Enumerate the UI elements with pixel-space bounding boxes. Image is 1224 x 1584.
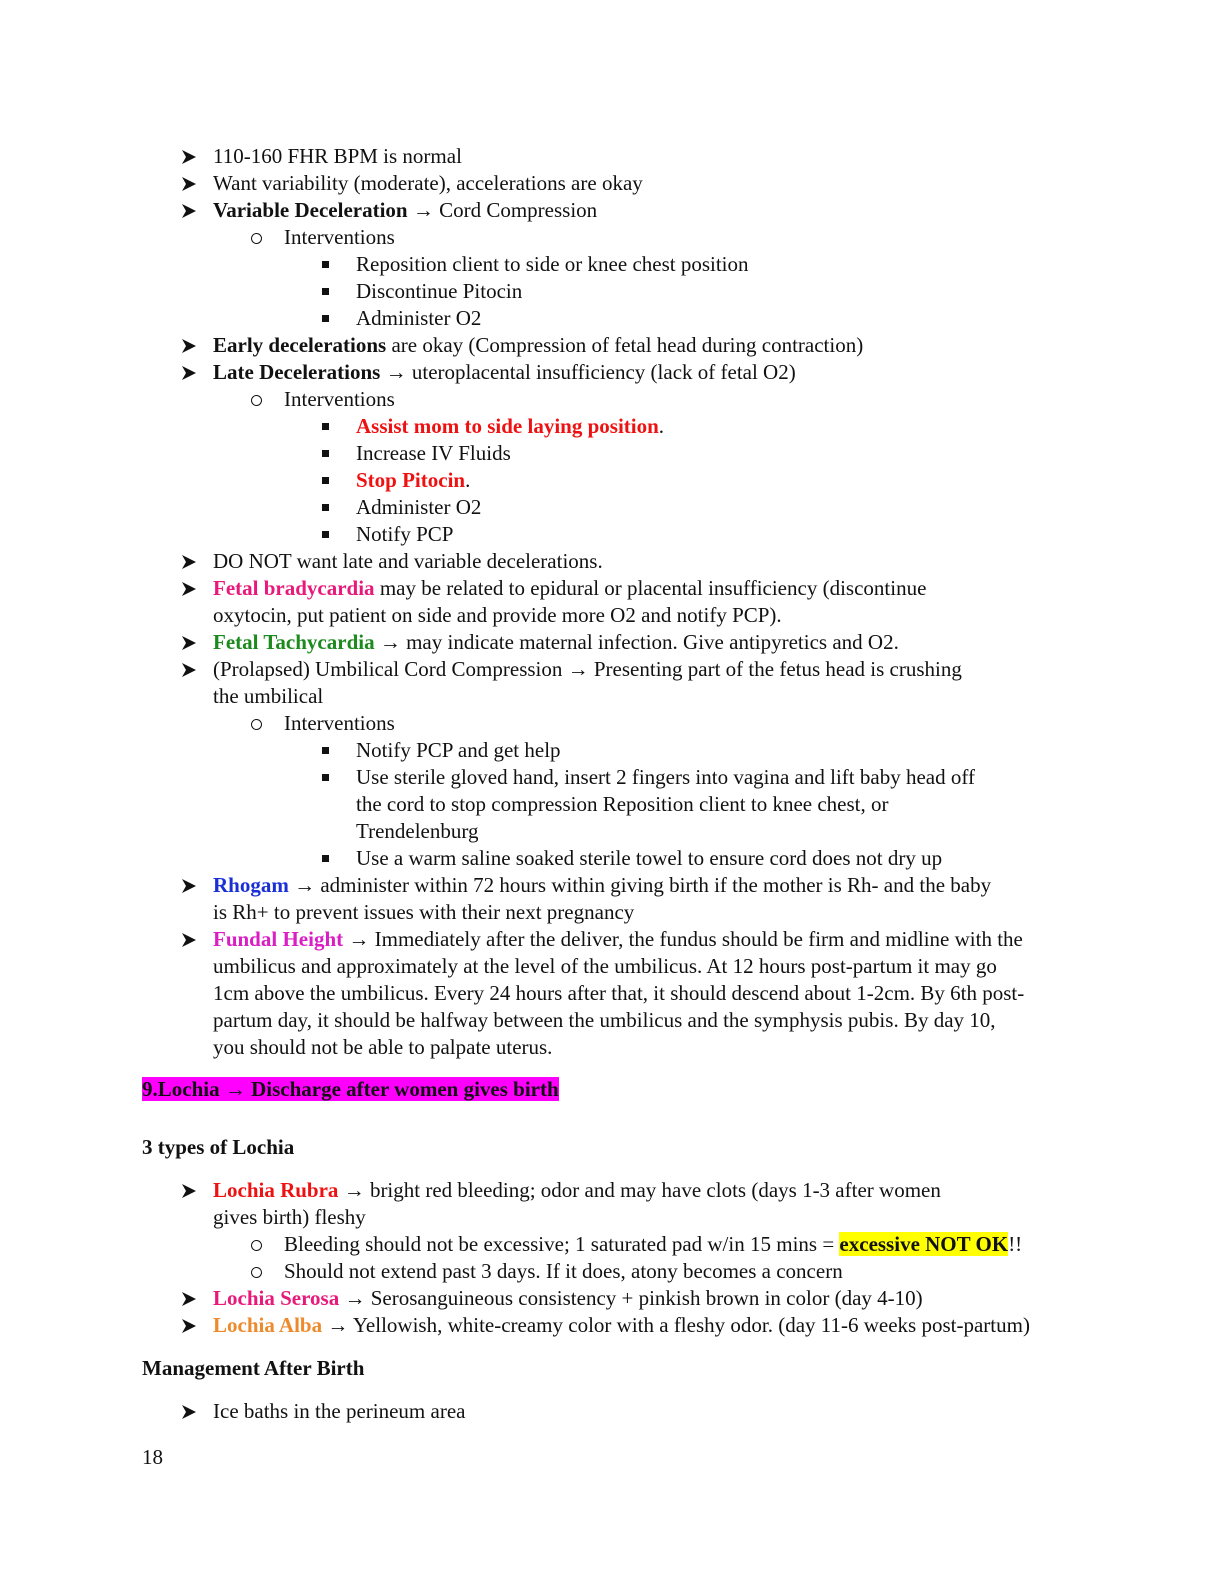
list-item-line xyxy=(213,170,643,197)
list-item-line xyxy=(356,278,522,305)
arrow-glyph: → xyxy=(412,198,434,222)
text-run: Administer O2 xyxy=(356,306,482,330)
text-run: 110-160 FHR BPM is normal xyxy=(213,144,462,168)
square-bullet-icon xyxy=(322,774,329,781)
text-run: !! xyxy=(1008,1232,1023,1256)
arrowhead-bullet-icon xyxy=(180,1403,198,1421)
list-item-line xyxy=(213,683,323,710)
list-item-line xyxy=(213,899,634,926)
text-run: Interventions xyxy=(284,225,395,249)
square-bullet-icon xyxy=(322,504,329,511)
square-bullet-icon xyxy=(322,450,329,457)
text-run: bright red bleeding; odor and may have clots (days 1-3 after women xyxy=(364,1178,941,1202)
list-item-line xyxy=(213,332,863,359)
square-bullet-icon xyxy=(322,261,329,268)
square-bullet-icon xyxy=(322,423,329,430)
list-item-line xyxy=(356,305,481,332)
list-item-line xyxy=(356,413,664,440)
text-run: Interventions xyxy=(284,711,395,735)
arrowhead-bullet-icon xyxy=(180,634,198,652)
text-run: 3 types of Lochia xyxy=(142,1135,295,1159)
circle-bullet-icon xyxy=(251,719,262,730)
text-run: Notify PCP and get help xyxy=(356,738,561,762)
arrow-glyph: → xyxy=(344,1286,366,1310)
circle-bullet-icon xyxy=(251,395,262,406)
list-item-line xyxy=(356,737,561,764)
text-run: . xyxy=(658,414,665,438)
text-run: Serosanguineous consistency + pinkish brown in color (day 4-10) xyxy=(365,1286,923,1310)
arrowhead-bullet-icon xyxy=(180,877,198,895)
text-run: Ice baths in the perineum area xyxy=(213,1399,466,1423)
arrow-glyph: → xyxy=(224,1077,246,1101)
text-run: Notify PCP xyxy=(356,522,454,546)
arrow-glyph: → xyxy=(294,873,316,897)
list-item-line xyxy=(213,143,462,170)
text-run: Cord Compression xyxy=(433,198,598,222)
text-run: administer within 72 hours within giving birth if the mother is Rh- and the baby xyxy=(315,873,992,897)
list-item-line xyxy=(356,845,942,872)
arrow-glyph: → xyxy=(327,1313,349,1337)
text-run: Presenting part of the fetus head is crushing xyxy=(588,657,962,681)
text-run: the umbilical xyxy=(213,684,324,708)
list-item-line xyxy=(213,980,1024,1007)
square-bullet-icon xyxy=(322,747,329,754)
list-item-line xyxy=(284,1231,1022,1258)
arrowhead-bullet-icon xyxy=(180,1290,198,1308)
square-bullet-icon xyxy=(322,315,329,322)
list-item-line xyxy=(356,818,479,845)
text-run: uteroplacental insufficiency (lack of fetal O2) xyxy=(406,360,796,384)
text-run: Reposition client to side or knee chest position xyxy=(356,252,749,276)
arrowhead-bullet-icon xyxy=(180,1317,198,1335)
section-heading xyxy=(142,1076,559,1103)
arrowhead-bullet-icon xyxy=(180,931,198,949)
square-bullet-icon xyxy=(322,855,329,862)
square-bullet-icon xyxy=(322,531,329,538)
list-item-line xyxy=(213,575,926,602)
text-run: Use sterile gloved hand, insert 2 fingers into vagina and lift baby head off xyxy=(356,765,975,789)
text-run: 1cm above the umbilicus. Every 24 hours after that, it should descend about 1-2cm. By 6th post- xyxy=(213,981,1025,1005)
text-run: excessive NOT OK xyxy=(839,1232,1009,1256)
text-run: is Rh+ to prevent issues with their next pregnancy xyxy=(213,900,635,924)
list-item-line xyxy=(356,521,453,548)
list-item-line xyxy=(213,197,597,224)
text-run: oxytocin, put patient on side and provide more O2 and notify PCP). xyxy=(213,603,782,627)
text-run: Want variability (moderate), accelerations are okay xyxy=(213,171,643,195)
square-bullet-icon xyxy=(322,288,329,295)
list-item-line xyxy=(284,386,395,413)
list-item-line xyxy=(213,602,782,629)
list-item-line xyxy=(356,494,481,521)
text-run: Early decelerations xyxy=(213,333,387,357)
arrow-glyph: → xyxy=(348,927,370,951)
arrowhead-bullet-icon xyxy=(180,175,198,193)
text-run: Should not extend past 3 days. If it does, atony becomes a concern xyxy=(284,1259,843,1283)
arrow-glyph: → xyxy=(385,360,407,384)
arrowhead-bullet-icon xyxy=(180,337,198,355)
list-item-line xyxy=(213,926,1023,953)
text-run: Use a warm saline soaked sterile towel to ensure cord does not dry up xyxy=(356,846,943,870)
text-run: Lochia Rubra xyxy=(213,1178,339,1202)
list-item-line xyxy=(213,1398,465,1425)
text-run: Discontinue Pitocin xyxy=(356,279,523,303)
list-item-line xyxy=(213,629,899,656)
text-run: Yellowish, white-creamy color with a fleshy odor. (day 11-6 weeks post-partum) xyxy=(348,1313,1030,1337)
text-run: Rhogam xyxy=(213,873,289,897)
list-item-line xyxy=(213,953,997,980)
list-item-line xyxy=(213,872,991,899)
arrowhead-bullet-icon xyxy=(180,661,198,679)
arrow-glyph: → xyxy=(379,630,401,654)
text-run: . xyxy=(465,468,471,492)
text-run: DO NOT want late and variable decelerations. xyxy=(213,549,603,573)
list-item-line xyxy=(213,1034,552,1061)
list-item-line xyxy=(284,1258,843,1285)
text-run: Variable Deceleration xyxy=(213,198,408,222)
text-run: Discharge after women gives birth xyxy=(245,1077,559,1101)
arrowhead-bullet-icon xyxy=(180,580,198,598)
text-run: Assist mom to side laying position xyxy=(356,414,659,438)
list-item-line xyxy=(284,710,395,737)
text-run: may indicate maternal infection. Give antipyretics and O2. xyxy=(400,630,899,654)
text-run: Fundal Height xyxy=(213,927,344,951)
text-run: (Prolapsed) Umbilical Cord Compression xyxy=(213,657,568,681)
circle-bullet-icon xyxy=(251,233,262,244)
list-item-line xyxy=(356,440,511,467)
text-run: partum day, it should be halfway between the umbilicus and the symphysis pubis. By day 10, xyxy=(213,1008,996,1032)
text-run: Increase IV Fluids xyxy=(356,441,511,465)
arrow-glyph: → xyxy=(567,657,589,681)
text-run: Interventions xyxy=(284,387,395,411)
text-run: Bleeding should not be excessive; 1 saturated pad w/in 15 mins = xyxy=(284,1232,840,1256)
text-run: you should not be able to palpate uterus. xyxy=(213,1035,553,1059)
arrowhead-bullet-icon xyxy=(180,364,198,382)
text-run: Immediately after the deliver, the fundus should be firm and midline with the xyxy=(369,927,1023,951)
page-number: 18 xyxy=(142,1445,163,1469)
arrowhead-bullet-icon xyxy=(180,202,198,220)
text-run: Management After Birth xyxy=(142,1356,365,1380)
arrowhead-bullet-icon xyxy=(180,148,198,166)
section-heading xyxy=(142,1134,294,1161)
arrowhead-bullet-icon xyxy=(180,553,198,571)
list-item-line xyxy=(213,548,603,575)
text-run: Late Decelerations xyxy=(213,360,381,384)
list-item-line xyxy=(356,764,975,791)
list-item-line xyxy=(356,467,470,494)
text-run: Lochia Alba xyxy=(213,1313,323,1337)
list-item-line xyxy=(213,1312,1030,1339)
text-run: gives birth) fleshy xyxy=(213,1205,366,1229)
list-item-line xyxy=(213,1204,366,1231)
text-run: the cord to stop compression Reposition client to knee chest, or xyxy=(356,792,889,816)
section-heading xyxy=(142,1355,364,1382)
arrow-glyph: → xyxy=(343,1178,365,1202)
text-run: Administer O2 xyxy=(356,495,482,519)
text-run: are okay (Compression of fetal head during contraction) xyxy=(386,333,864,357)
list-item-line xyxy=(213,1285,923,1312)
text-run: umbilicus and approximately at the level of the umbilicus. At 12 hours post-partum it may go xyxy=(213,954,997,978)
list-item-line xyxy=(356,791,888,818)
list-item-line xyxy=(356,251,749,278)
text-run: Fetal bradycardia xyxy=(213,576,375,600)
list-item-line xyxy=(213,1007,996,1034)
circle-bullet-icon xyxy=(251,1267,262,1278)
list-item-line xyxy=(213,656,962,683)
text-run: may be related to epidural or placental insufficiency (discontinue xyxy=(374,576,927,600)
text-run: Lochia Serosa xyxy=(213,1286,340,1310)
list-item-line xyxy=(213,1177,941,1204)
text-run: Trendelenburg xyxy=(356,819,479,843)
list-item-line xyxy=(213,359,796,386)
text-run: Stop Pitocin xyxy=(356,468,466,492)
circle-bullet-icon xyxy=(251,1240,262,1251)
list-item-line xyxy=(284,224,395,251)
arrowhead-bullet-icon xyxy=(180,1182,198,1200)
text-run: Fetal Tachycardia xyxy=(213,630,375,654)
text-run: 9.Lochia xyxy=(142,1077,225,1101)
square-bullet-icon xyxy=(322,477,329,484)
